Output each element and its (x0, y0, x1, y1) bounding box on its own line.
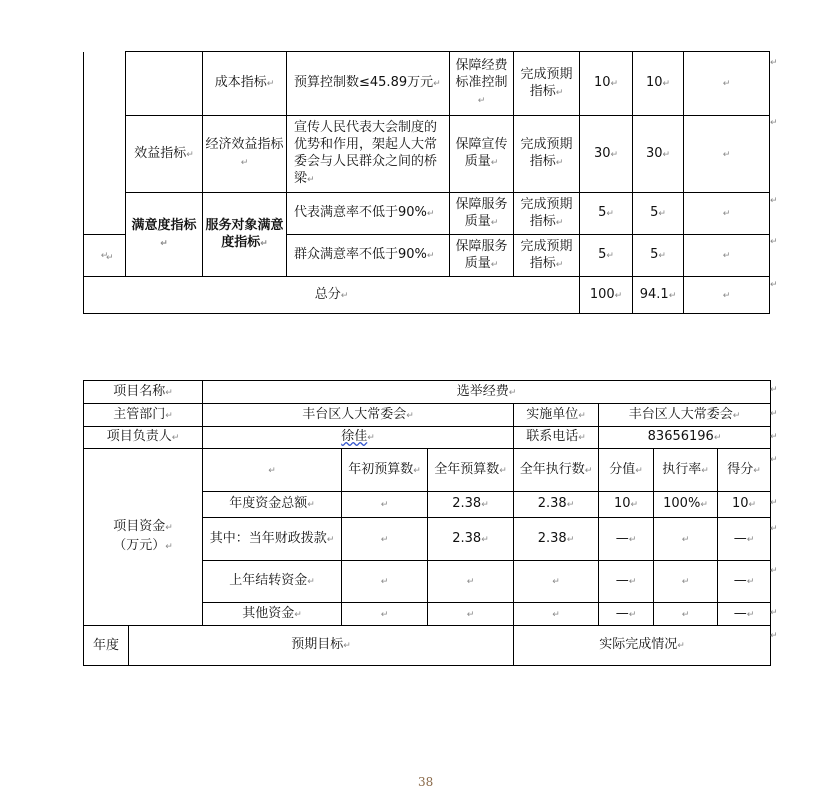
blank-cell (84, 52, 126, 235)
weight-cell: 10 ↵ (580, 52, 633, 116)
funds-label: 项目资金 ↵ (113, 519, 173, 534)
impl-value: 丰台区人大常委会 ↵ (599, 404, 771, 427)
weight-cell: 5 ↵ (580, 193, 633, 235)
dept-label: 主管部门 ↵ (84, 404, 203, 427)
fund-label: 上年结转资金 ↵ (203, 561, 342, 603)
weight: 10 ↵ (599, 492, 654, 518)
blank-cell (84, 235, 126, 277)
content-cell: 宣传人民代表大会制度的优势和作用，架起人大常委会与人民群众之间的桥梁 ↵ (287, 116, 450, 193)
paragraph-mark (770, 58, 778, 68)
actual-label: 实际完成情况 ↵ (514, 626, 771, 666)
header-cell: 得分 ↵ (718, 449, 771, 492)
project-name: 选举经费 ↵ (203, 381, 771, 404)
phone-label: 联系电话 ↵ (514, 427, 599, 449)
total-label: 总分 ↵ (84, 277, 580, 314)
table-row (84, 626, 771, 666)
fund-label: 年度资金总额 ↵ (203, 492, 342, 518)
funds-label-cell (84, 449, 203, 626)
executed: 2.38 ↵ (514, 518, 599, 561)
exec-rate (654, 603, 718, 626)
paragraph-mark (770, 385, 778, 395)
initial-budget (342, 561, 428, 603)
executed: 2.38 ↵ (514, 492, 599, 518)
project-name-label: 项目名称 ↵ (84, 381, 203, 404)
paragraph-mark (106, 253, 114, 263)
level1-cell (126, 52, 203, 116)
header-cell: 全年预算数 ↵ (428, 449, 514, 492)
purpose-cell: 保障服务质量 ↵ (450, 235, 514, 277)
lead-value: 徐佳 (341, 429, 368, 444)
paragraph-mark (770, 524, 778, 534)
score-cell: 30 ↵ (633, 116, 684, 193)
score: 10 ↵ (718, 492, 771, 518)
header-cell: 分值 ↵ (599, 449, 654, 492)
paragraph-mark (770, 608, 778, 618)
total-row (84, 277, 770, 314)
level1-cell: 满意度指标 ↵ (126, 193, 203, 277)
exec-rate (654, 561, 718, 603)
score-cell: 10 ↵ (633, 52, 684, 116)
goal-label: 预期目标 ↵ (129, 626, 514, 666)
executed (514, 561, 599, 603)
score-cell: 5 ↵ (633, 235, 684, 277)
annual-budget (428, 603, 514, 626)
table-row (84, 193, 770, 235)
fund-label: 其中：当年财政拨款 ↵ (203, 518, 342, 561)
level2-cell: 成本指标 ↵ (203, 52, 287, 116)
page-number: 38 (418, 775, 434, 789)
note-cell (684, 235, 770, 277)
initial-budget (342, 603, 428, 626)
paragraph-mark (770, 498, 778, 508)
note-cell (684, 52, 770, 116)
header-cell: 执行率 ↵ (654, 449, 718, 492)
total-score: 94.1 ↵ (633, 277, 684, 314)
score: — ↵ (718, 518, 771, 561)
weight: — ↵ (599, 518, 654, 561)
paragraph-mark (770, 566, 778, 576)
funds-unit: （万元） ↵ (113, 538, 173, 553)
weight: — ↵ (599, 561, 654, 603)
score: — ↵ (718, 561, 771, 603)
impl-label: 实施单位 ↵ (514, 404, 599, 427)
status-cell: 完成预期指标 ↵ (514, 235, 580, 277)
table-row (84, 427, 771, 449)
blank-cell (203, 449, 342, 492)
performance-indicator-table (83, 51, 770, 314)
header-cell: 全年执行数 ↵ (514, 449, 599, 492)
score-cell: 5 ↵ (633, 193, 684, 235)
weight: — ↵ (599, 603, 654, 626)
initial-budget (342, 492, 428, 518)
note-cell (684, 116, 770, 193)
phone-value: 83656196 ↵ (599, 427, 771, 449)
annual-budget: 2.38 ↵ (428, 518, 514, 561)
fund-label: 其他资金 ↵ (203, 603, 342, 626)
weight-cell: 5 ↵ (580, 235, 633, 277)
level2-cell: 经济效益指标 ↵ (203, 116, 287, 193)
paragraph-mark (770, 118, 778, 128)
purpose-cell: 保障宣传质量 ↵ (450, 116, 514, 193)
level2-cell: 服务对象满意度指标 ↵ (203, 193, 287, 277)
executed (514, 603, 599, 626)
lead-label: 项目负责人 ↵ (84, 427, 203, 449)
purpose-cell: 保障经费标准控制 ↵ (450, 52, 514, 116)
score: — ↵ (718, 603, 771, 626)
dept-value: 丰台区人大常委会 ↵ (203, 404, 514, 427)
annual-budget (428, 561, 514, 603)
annual-budget: 2.38 ↵ (428, 492, 514, 518)
paragraph-mark (770, 455, 778, 465)
level1-cell: 效益指标 ↵ (126, 116, 203, 193)
total-note (684, 277, 770, 314)
status-cell: 完成预期指标 ↵ (514, 116, 580, 193)
content-cell: 代表满意率不低于90% ↵ (287, 193, 450, 235)
paragraph-mark (770, 409, 778, 419)
header-cell: 年初预算数 ↵ (342, 449, 428, 492)
note-cell (684, 193, 770, 235)
project-funds-table (83, 380, 771, 666)
status-cell: 完成预期指标 ↵ (514, 193, 580, 235)
table-row (84, 52, 770, 116)
paragraph-mark (770, 280, 778, 290)
content-cell: 群众满意率不低于90% ↵ (287, 235, 450, 277)
paragraph-mark (770, 237, 778, 247)
content-cell: 预算控制数≤45.89万元 ↵ (287, 52, 450, 116)
table-row (84, 116, 770, 193)
paragraph-mark (770, 196, 778, 206)
weight-cell: 30 ↵ (580, 116, 633, 193)
year-label: 年度 (84, 626, 129, 666)
status-cell: 完成预期指标 ↵ (514, 52, 580, 116)
paragraph-mark (770, 631, 778, 641)
exec-rate: 100% ↵ (654, 492, 718, 518)
table-row (84, 449, 771, 492)
initial-budget (342, 518, 428, 561)
table-row (84, 381, 771, 404)
paragraph-mark (770, 432, 778, 442)
table-row (84, 404, 771, 427)
purpose-cell: 保障服务质量 ↵ (450, 193, 514, 235)
lead-cell (203, 427, 514, 449)
exec-rate (654, 518, 718, 561)
total-weight: 100 ↵ (580, 277, 633, 314)
